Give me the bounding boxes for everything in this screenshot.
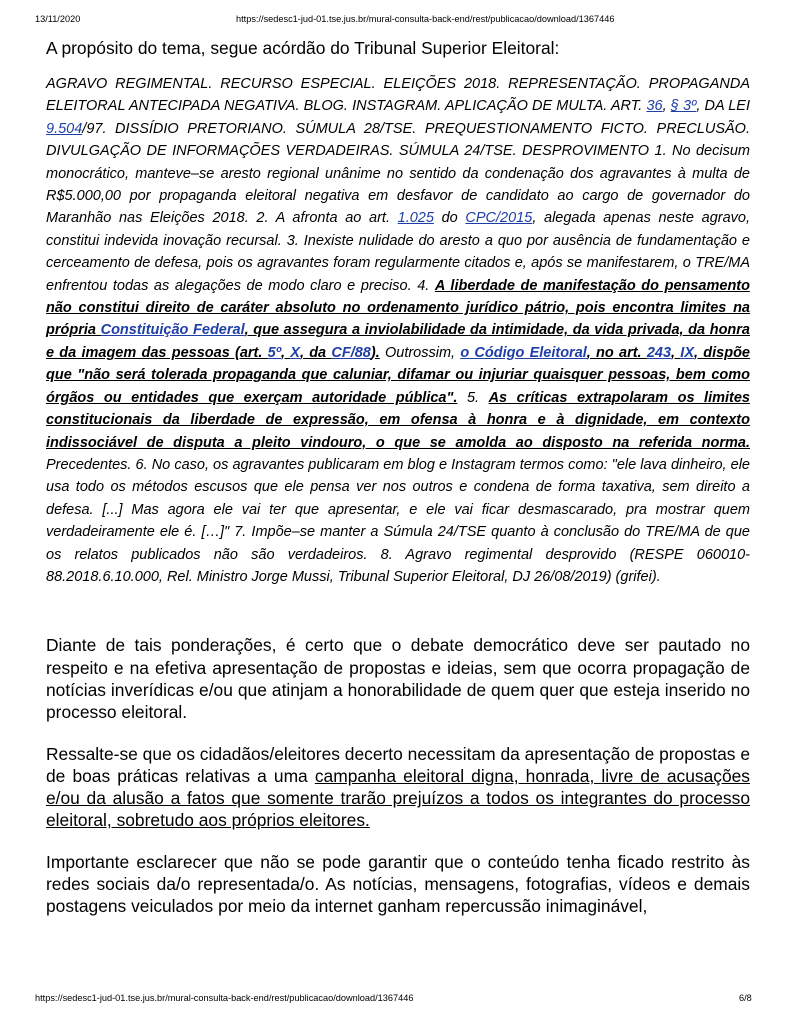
link-codigo-eleitoral[interactable]: o Código Eleitoral bbox=[460, 344, 587, 361]
body-paragraph-3: Importante esclarecer que não se pode garantir que o conteúdo tenha ficado restrito às redes sociais da/o representada/o. As notícias, mensagens, fotografias, vídeos e demais postagens veiculados por meio da internet ganham repercussão inimaginável, bbox=[46, 851, 750, 917]
link-constituicao-federal[interactable]: Constituição Federal bbox=[100, 322, 245, 339]
quote-emphasis-text: , bbox=[671, 344, 681, 361]
body-paragraph-2 bbox=[46, 743, 750, 832]
link-cpc-2015[interactable]: CPC/2015 bbox=[465, 210, 533, 227]
link-art-1025[interactable]: 1.025 bbox=[397, 210, 434, 227]
link-inciso-x[interactable]: X bbox=[290, 344, 300, 361]
print-header bbox=[0, 13, 791, 25]
document-body bbox=[46, 37, 750, 918]
link-inciso-ix[interactable]: IX bbox=[680, 344, 694, 361]
link-art-36[interactable]: 36 bbox=[646, 98, 663, 115]
quote-text: Outrossim, bbox=[379, 344, 461, 361]
paragraph-text: Ressalte-se que os cidadãos/eleitores decerto necessitam da apresentação de propostas e de boas práticas relativas a uma bbox=[46, 743, 750, 786]
intro-paragraph: A propósito do tema, segue acórdão do Tribunal Superior Eleitoral: bbox=[46, 38, 560, 58]
quote-text: Precedentes. 6. No caso, os agravantes publicaram em blog e Instagram termos como: "ele lava dinheiro, ele usa todo os métodos escusos que ele pensa ver nos outros e condena de forma taxativa, sem direito a defesa. [...] Mas agora ele vai ter que apresentar, e ele vai ficar desmascarado, pra mostrar quem verdadeiramente ele é. […]" 7. Impõe–se manter a Súmula 24/TSE quanto à conclusão do TRE/MA de que os relatos publicados não são verdadeiros. 8. Agravo regimental desprovido (RESPE 060010-88.2018.6.10.000, Rel. Ministro Jorge Mussi, Tribunal Superior Eleitoral, DJ 26/08/2019) (grifei). bbox=[46, 456, 750, 585]
quote-emphasis-text: , no art. bbox=[586, 344, 647, 361]
quote-text: 1. No decisum monocrático, manteve–se aresto regional unânime no sentido da condenação dos agravantes à multa de R$5.000,00 por propaganda eleitoral negativa em desfavor de candidato ao cargo de governador do Maranhão nas Eleições 2018. 2. A afronta ao art. bbox=[46, 143, 750, 227]
link-lei-9504[interactable]: 9.504 bbox=[46, 120, 83, 137]
quote-emphasis-text: A liberdade de manifestação do pensamento não constitui direito de caráter absoluto no ordenamento jurídico pátrio, pois encontra limites na própria bbox=[46, 277, 750, 339]
quote-emphasis-text: , bbox=[281, 344, 291, 361]
quote-emphasis-text: , dispõe que "não será tolerada propaganda que caluniar, difamar ou injuriar quaisquer pessoas, bem como órgãos ou entidades que exerçam autoridade pública". bbox=[46, 344, 750, 406]
link-art-243[interactable]: 243 bbox=[646, 344, 672, 361]
link-cf-88[interactable]: CF/88 bbox=[331, 344, 371, 361]
print-footer bbox=[0, 992, 791, 1004]
quote-emphasis-text: , da bbox=[299, 344, 332, 361]
quote-text: /97. DISSÍDIO PRETORIANO. SÚMULA 28/TSE. PREQUESTIONAMENTO FICTO. PRECLUSÃO. DIVULGAÇÃO DE INFORMAÇÕES VERDADEIRAS. SÚMULA 24/TSE. DESPROVIMENTO bbox=[46, 120, 750, 160]
quote-text: , alegada apenas neste agravo, constitui indevida inovação recursal. 3. Inexiste nulidade do aresto a quo por ausência de fundamentação e cerceamento de defesa, pois os agravantes foram regularmente citados e, após se manifestarem, o TRE/MA enfrentou todas as alegações de modo claro e preciso. 4. bbox=[46, 210, 751, 294]
quote-emphasis-text: As críticas extrapolaram os limites constitucionais da liberdade de expressão, em ofensa à honra e à dignidade, em contexto indissociável de disputa a pleito vindouro, o que se amolda ao disposto na referida norma. bbox=[46, 389, 750, 451]
quote-text: do bbox=[433, 210, 466, 227]
jurisprudence-quote bbox=[46, 73, 750, 588]
quote-emphasis-text: , que assegura a inviolabilidade da intimidade, da vida privada, da honra e da imagem das pessoas (art. bbox=[46, 322, 750, 361]
quote-text: , bbox=[662, 98, 671, 115]
print-footer-url: https://sedesc1-jud-01.tse.jus.br/mural-consulta-back-end/rest/publicacao/download/1367446 bbox=[35, 993, 414, 1003]
link-art-5[interactable]: 5º bbox=[267, 344, 281, 361]
quote-text: 5. bbox=[457, 389, 489, 406]
body-paragraph-1: Diante de tais ponderações, é certo que o debate democrático deve ser pautado no respeito e na efetiva apresentação de propostas e ideias, sem que ocorra propagação de notícias inverídicas e/ou que atinjam a honorabilidade de quem quer que esteja inserido no processo eleitoral. bbox=[46, 635, 750, 723]
quote-emphasis-text: ). bbox=[370, 344, 380, 361]
print-header-url: https://sedesc1-jud-01.tse.jus.br/mural-consulta-back-end/rest/publicacao/download/1367446 bbox=[236, 14, 615, 24]
link-paragraph-3[interactable]: § 3º bbox=[670, 98, 697, 115]
print-date: 13/11/2020 bbox=[35, 14, 81, 24]
quote-text: AGRAVO REGIMENTAL. RECURSO ESPECIAL. ELEIÇÕES 2018. REPRESENTAÇÃO. PROPAGANDA ELEITORAL ANTECIPADA NEGATIVA. BLOG. INSTAGRAM. APLICAÇÃO DE MULTA. ART. bbox=[46, 76, 750, 115]
underlined-text: campanha eleitoral digna, honrada, livre de acusações e/ou da alusão a fatos que somente trarão prejuízos a todos os integrantes do processo eleitoral, sobretudo aos próprios eleitores. bbox=[46, 765, 750, 831]
page-number: 6/8 bbox=[739, 993, 752, 1003]
quote-text: , DA LEI bbox=[696, 98, 750, 115]
